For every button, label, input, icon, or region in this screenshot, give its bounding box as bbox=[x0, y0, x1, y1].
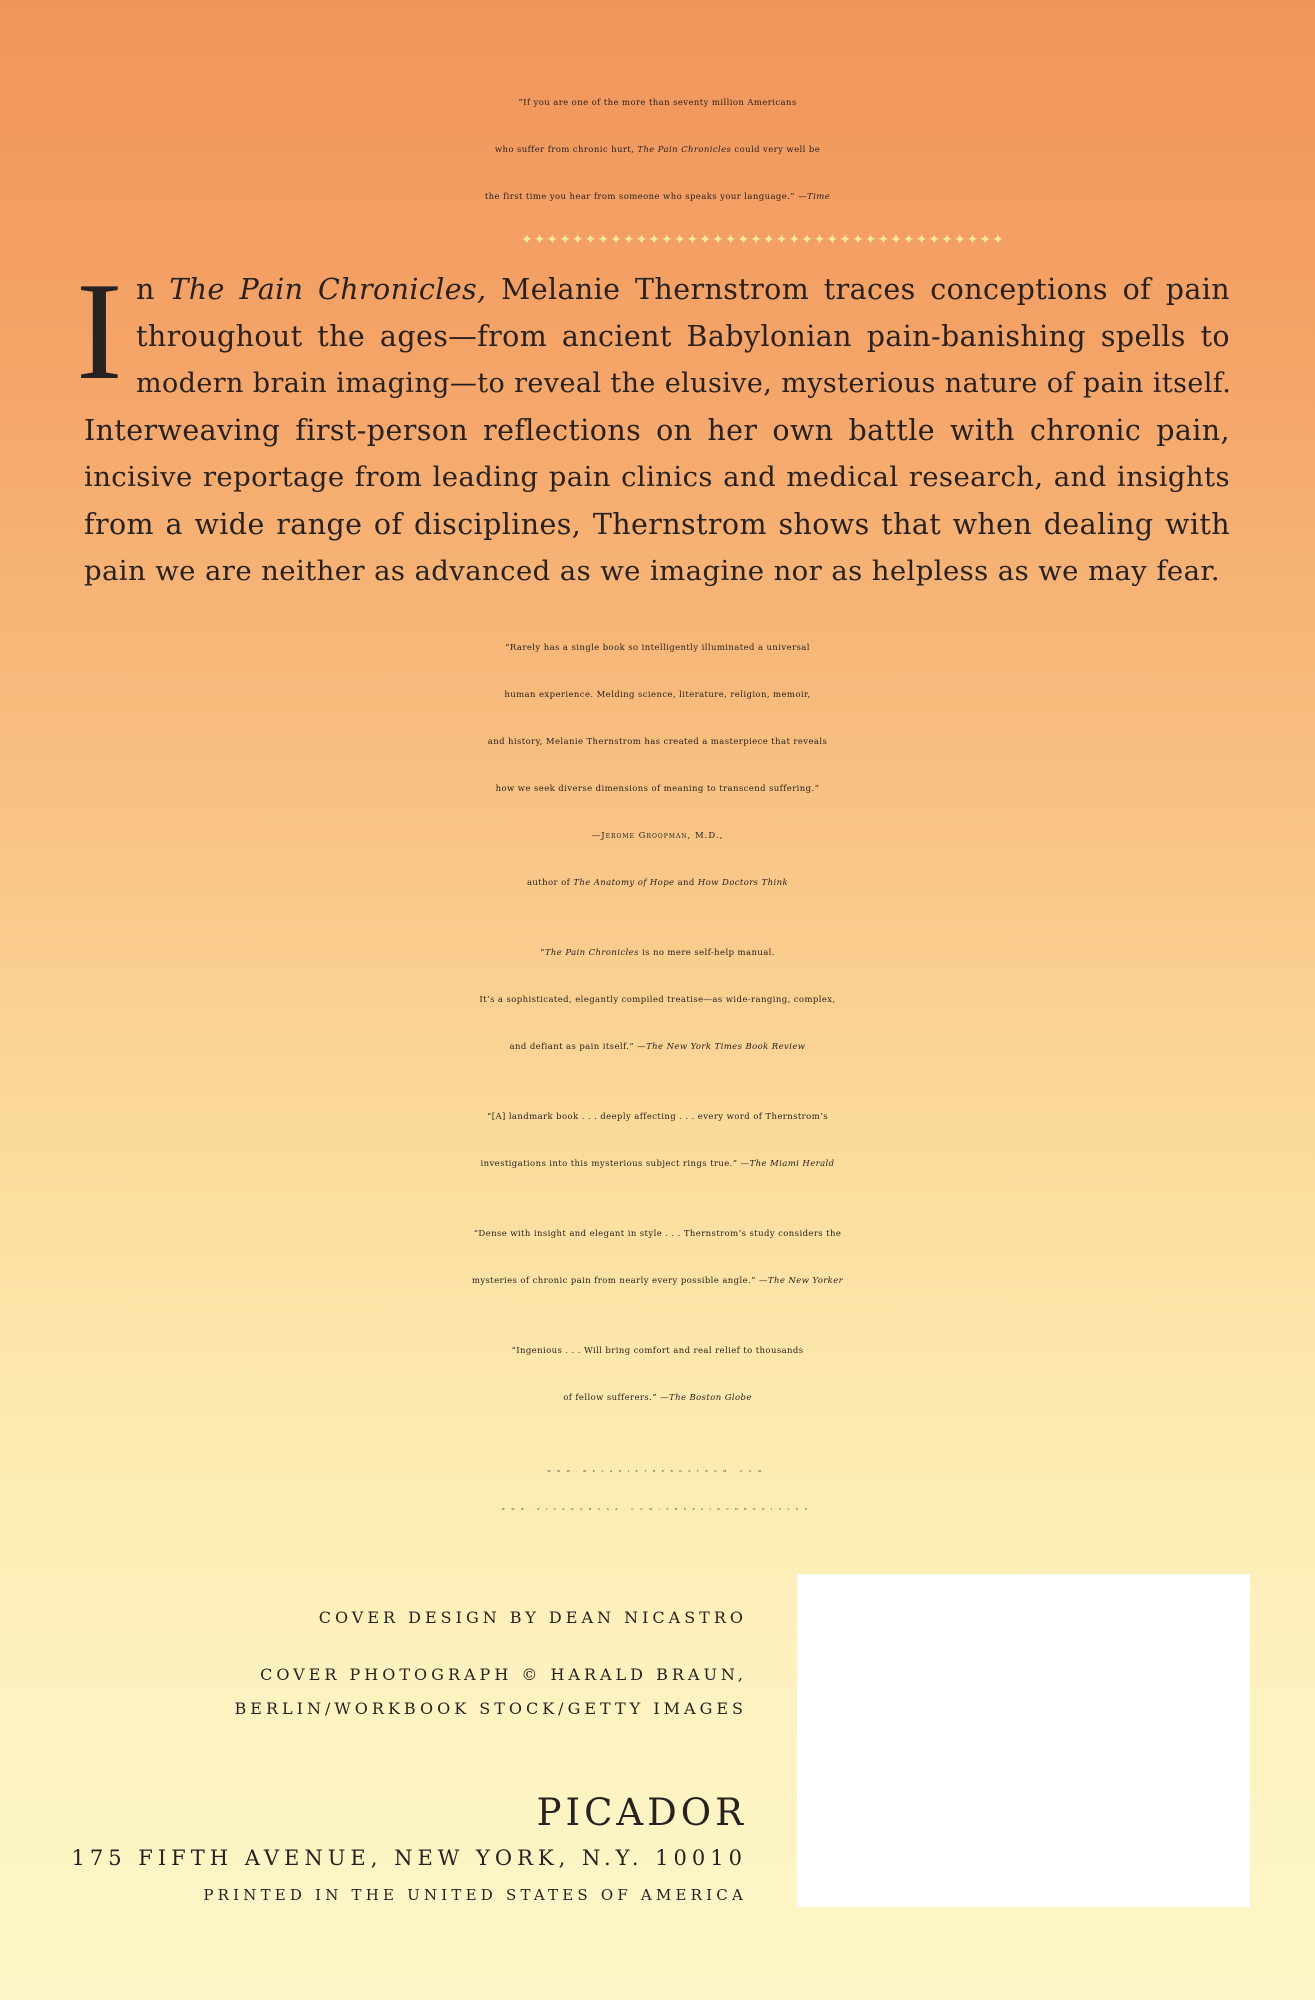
nyt-quote bbox=[0, 930, 1315, 1071]
newyorker-quote-line-1: “Dense with insight and elegant in style . . . Thernstrom’s study considers the bbox=[473, 1229, 842, 1239]
groopman-quote bbox=[0, 625, 1315, 907]
newyorker-quote-line-2: mysteries of chronic pain from nearly every possible angle.” —The New Yorker bbox=[471, 1276, 844, 1286]
quote-source: The New Yorker bbox=[767, 1276, 844, 1286]
top-quote-line-2: who suffer from chronic hurt, The Pain Chronicles could very well be bbox=[494, 145, 821, 155]
quote-source: The Boston Globe bbox=[669, 1393, 752, 1403]
description-line-6: from a wide range of disciplines, Thernstrom shows that when dealing with bbox=[84, 508, 1230, 541]
publisher-name: PICADOR bbox=[536, 1791, 747, 1834]
description-line-1: n The Pain Chronicles, Melanie Thernstrom traces conceptions of pain bbox=[136, 273, 1231, 306]
cover-design-credit: COVER DESIGN BY DEAN NICASTRO bbox=[318, 1608, 747, 1627]
barcode-area bbox=[797, 1574, 1250, 1907]
nyt-quote-line-2: It’s a sophisticated, elegantly compiled treatise—as wide-ranging, complex, bbox=[479, 995, 836, 1005]
cover-photo-credit-line-2: BERLIN/WORKBOOK STOCK/GETTY IMAGES bbox=[234, 1699, 747, 1718]
top-quote-line-3: the first time you hear from someone who speaks your language.” —Time bbox=[484, 192, 831, 202]
book-description bbox=[84, 266, 1230, 595]
nyt-quote-line-3: and defiant as pain itself.” —The New York Times Book Review bbox=[509, 1042, 806, 1052]
publisher-website[interactable]: WWW.PICADORUSA.COM/THEPAINCHRONICLES bbox=[501, 1507, 814, 1511]
description-line-2: throughout the ages—from ancient Babylonian pain-banishing spells to bbox=[136, 320, 1230, 353]
description-line-7: pain we are neither as advanced as we imagine nor as helpless as we may fear. bbox=[84, 555, 1221, 587]
quote-source: The New York Times Book Review bbox=[646, 1042, 806, 1052]
boston-globe-quote bbox=[0, 1328, 1315, 1422]
description-line-4: Interweaving first-person reflections on her own battle with chronic pain, bbox=[84, 414, 1230, 447]
description-line-5: incisive reportage from leading pain clinics and medical research, and insights bbox=[84, 461, 1230, 493]
globe-quote-line-1: “Ingenious . . . Will bring comfort and real relief to thousands bbox=[511, 1346, 804, 1356]
new-yorker-quote bbox=[0, 1211, 1315, 1305]
ornamental-divider: ✦✦✦✦✦✦✦✦✦✦✦✦✦✦✦✦✦✦✦✦✦✦✦✦✦✦✦✦✦✦✦✦✦✦✦✦✦✦ bbox=[521, 232, 1005, 248]
top-quote bbox=[0, 80, 1315, 221]
groopman-quote-line-4: how we seek diverse dimensions of meaning to transcend suffering.” bbox=[495, 784, 820, 794]
nyt-quote-line-1: “The Pain Chronicles is no mere self-help manual. bbox=[540, 948, 775, 958]
top-quote-line-1: “If you are one of the more than seventy million Americans bbox=[518, 98, 797, 108]
author-credentials: author of The Anatomy of Hope and How Doctors Think bbox=[526, 878, 789, 888]
author-website[interactable]: WWW.MELANIETHERNSTROM.COM bbox=[547, 1469, 768, 1473]
quote-source: The Miami Herald bbox=[749, 1159, 835, 1169]
miami-quote-line-1: “[A] landmark book . . . deeply affecting . . . every word of Thernstrom’s bbox=[487, 1112, 828, 1122]
groopman-quote-line-3: and history, Melanie Thernstrom has created a masterpiece that reveals bbox=[487, 737, 828, 747]
miami-quote-line-2: investigations into this mysterious subject rings true.” —The Miami Herald bbox=[480, 1159, 835, 1169]
printed-in-usa: PRINTED IN THE UNITED STATES OF AMERICA bbox=[203, 1886, 747, 1904]
description-line-3: modern brain imaging—to reveal the elusive, mysterious nature of pain itself. bbox=[136, 368, 1232, 399]
quote-source: Time bbox=[807, 192, 831, 202]
book-title: The Pain Chronicles bbox=[637, 145, 732, 155]
groopman-quote-line-2: human experience. Melding science, literature, religion, memoir, bbox=[504, 690, 811, 700]
miami-herald-quote bbox=[0, 1094, 1315, 1188]
groopman-quote-line-1: “Rarely has a single book so intelligently illuminated a universal bbox=[505, 643, 810, 653]
globe-quote-line-2: of fellow sufferers.” —The Boston Globe bbox=[563, 1393, 752, 1403]
book-title: The Pain Chronicles, bbox=[169, 273, 487, 306]
quote-author: —Jerome Groopman, M.D., bbox=[591, 831, 724, 841]
cover-photo-credit-line-1: COVER PHOTOGRAPH © HARALD BRAUN, bbox=[260, 1665, 747, 1684]
drop-cap: I bbox=[76, 254, 123, 409]
publisher-address: 175 FIFTH AVENUE, NEW YORK, N.Y. 10010 bbox=[71, 1846, 747, 1870]
